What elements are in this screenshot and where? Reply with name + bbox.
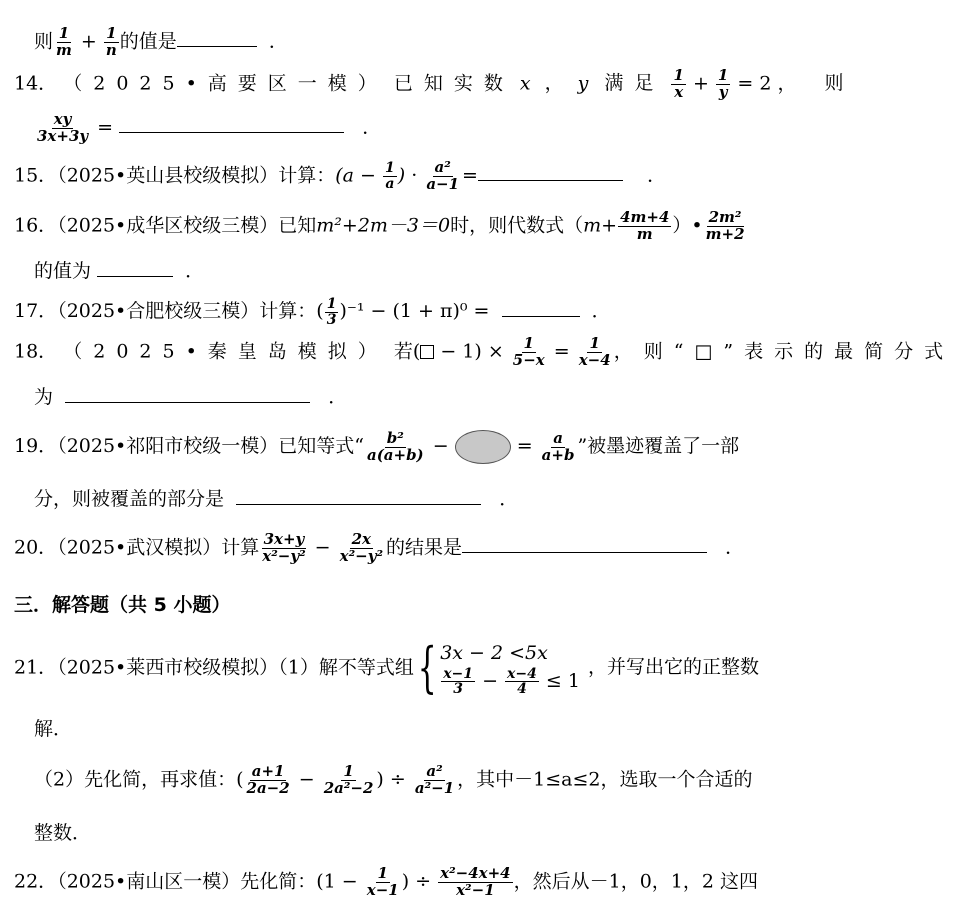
frac-1-over-x: $\frac{1}{x}$ [673, 66, 684, 101]
q19-line2: 分，则被覆盖的部分是 ． [34, 488, 519, 510]
q14-line2: $\frac{xy}{3x+3y}$ = ． [37, 110, 382, 145]
q13-answer-blank[interactable] [177, 45, 257, 47]
inequality-system: 3x − 2 <5x $\frac{x-1}{3}$ − $\frac{x-4}{4}$ ≤ 1 [440, 642, 580, 698]
q13-pre: 则 [34, 30, 54, 53]
question-source: （2025•合肥校级三模） [57, 300, 260, 322]
question-number: 19． [14, 435, 58, 457]
q16-line1: 16．（2025•成华区校级三模）已知m²+2m－3＝0时，则代数式（m+ $\frac{4m+4}{m}$ ）• $\frac{\text{2m²}}{m+2}$ [14, 208, 745, 243]
question-number: 22． [14, 870, 58, 893]
q15-line: 15．（2025•英山县校级模拟）计算：(a − $\frac{1}{a}$ ) · $\frac{\text{a²}}{a-1}$ = ． [14, 158, 667, 193]
question-number: 14． [14, 72, 58, 95]
left-brace-icon: { [417, 636, 437, 700]
q21-line2: 解． [34, 718, 73, 740]
question-number: 17． [14, 300, 58, 322]
q22-line: 22．（2025•南山区一模）先化简：(1 − $\frac{1}{x-1}$ ) ÷ $\frac{\text{x²−4x+4}}{\text{x²−1}}$ ，然后从－1，0，1，2 这四 [14, 864, 759, 899]
question-source: （2025•祁阳市校级一模） [57, 435, 279, 457]
question-number: 21． [14, 656, 58, 679]
q18-answer-blank[interactable] [65, 401, 310, 403]
q20-line: 20．（2025•武汉模拟）计算 $\frac{3x+y}{\text{x²−y²}}$ − $\frac{2x}{\text{x²−y²}}$ 的结果是 ． [14, 530, 745, 565]
q13-tail-line: 则 $\frac{1}{m}$ + $\frac{1}{n}$ 的值是 ． [34, 24, 288, 59]
q21-line4: 整数． [34, 822, 92, 844]
frac-1-over-y: $\frac{1}{y}$ [717, 66, 729, 101]
question-number: 20． [14, 536, 58, 559]
q21-line1: 21．（2025•莱西市校级模拟）（1）解不等式组{ 3x − 2 <5x $\frac{x-1}{3}$ − $\frac{x-4}{4}$ ≤ 1 ，并写出它的正整数 [14, 636, 759, 700]
question-number: 16． [14, 214, 58, 237]
q17-line: 17．（2025•合肥校级三模）计算：( $\frac{1}{3}$ )⁻¹ − (1 + π)⁰ = ． [14, 295, 611, 328]
q15-answer-blank[interactable] [478, 179, 623, 181]
question-source: （2025•南山区一模） [57, 870, 241, 893]
placeholder-box-icon [420, 345, 434, 359]
ink-blot-shape [455, 430, 511, 464]
question-source: （2025•秦皇岛模拟） [63, 340, 388, 363]
frac-xy-over-3x-plus-3y: $\frac{xy}{3x+3y}$ [37, 110, 89, 145]
question-number: 15． [14, 164, 58, 187]
q18-line2: 为 ． [34, 386, 348, 408]
frac-1-over-n: $\frac{1}{n}$ [105, 24, 117, 59]
question-source: （2025•高要区一模） [63, 72, 388, 95]
frac-1-over-m: $\frac{1}{m}$ [56, 24, 72, 59]
question-source: （2025•成华区校级三模） [57, 214, 279, 237]
q13-post: 的值是 [119, 30, 177, 53]
q19-answer-blank[interactable] [236, 503, 481, 505]
q20-answer-blank[interactable] [462, 551, 707, 553]
question-number: 18． [14, 340, 58, 363]
question-source: （2025•武汉模拟） [57, 536, 222, 559]
q18-line1: 18． （2025•秦皇岛模拟） 若( − 1) × $\frac{1}{5-x}$ = $\frac{1}{x-4}$ ，则“□”表示的最简分式 [14, 334, 954, 369]
q14-line1: 14． （2025•高要区一模） 已知实数 x ， y 满足 $\frac{1}{x}$ + $\frac{1}{y}$ = 2 ， 则 [14, 66, 844, 101]
q16-line2: 的值为 ． [34, 260, 205, 282]
q14-answer-blank[interactable] [119, 131, 344, 133]
q21-line3: （2）先化简，再求值：( $\frac{a+1}{2a-2}$ − $\frac{1}{\text{2a²−2}}$ ) ÷ $\frac{\text{a²}}{\text{a²−1}}$ ，其中－1≤a≤2，选取一个合适的 [34, 762, 753, 797]
question-source: （2025•英山县校级模拟） [57, 164, 279, 187]
q16-answer-blank[interactable] [97, 275, 173, 277]
section-heading: 三．解答题（共 5 小题） [14, 594, 231, 616]
q19-line1: 19．（2025•祁阳市校级一模）已知等式“ $\frac{\text{b²}}{a(a+b)}$ − = $\frac{a}{a+b}$ ”被墨迹覆盖了一部 [14, 428, 740, 464]
question-source: （2025•莱西市校级模拟） [57, 656, 279, 679]
q17-answer-blank[interactable] [502, 315, 580, 317]
frac-a2-over-a-minus-1: $\frac{\text{a²}}{a-1}$ [426, 158, 460, 193]
